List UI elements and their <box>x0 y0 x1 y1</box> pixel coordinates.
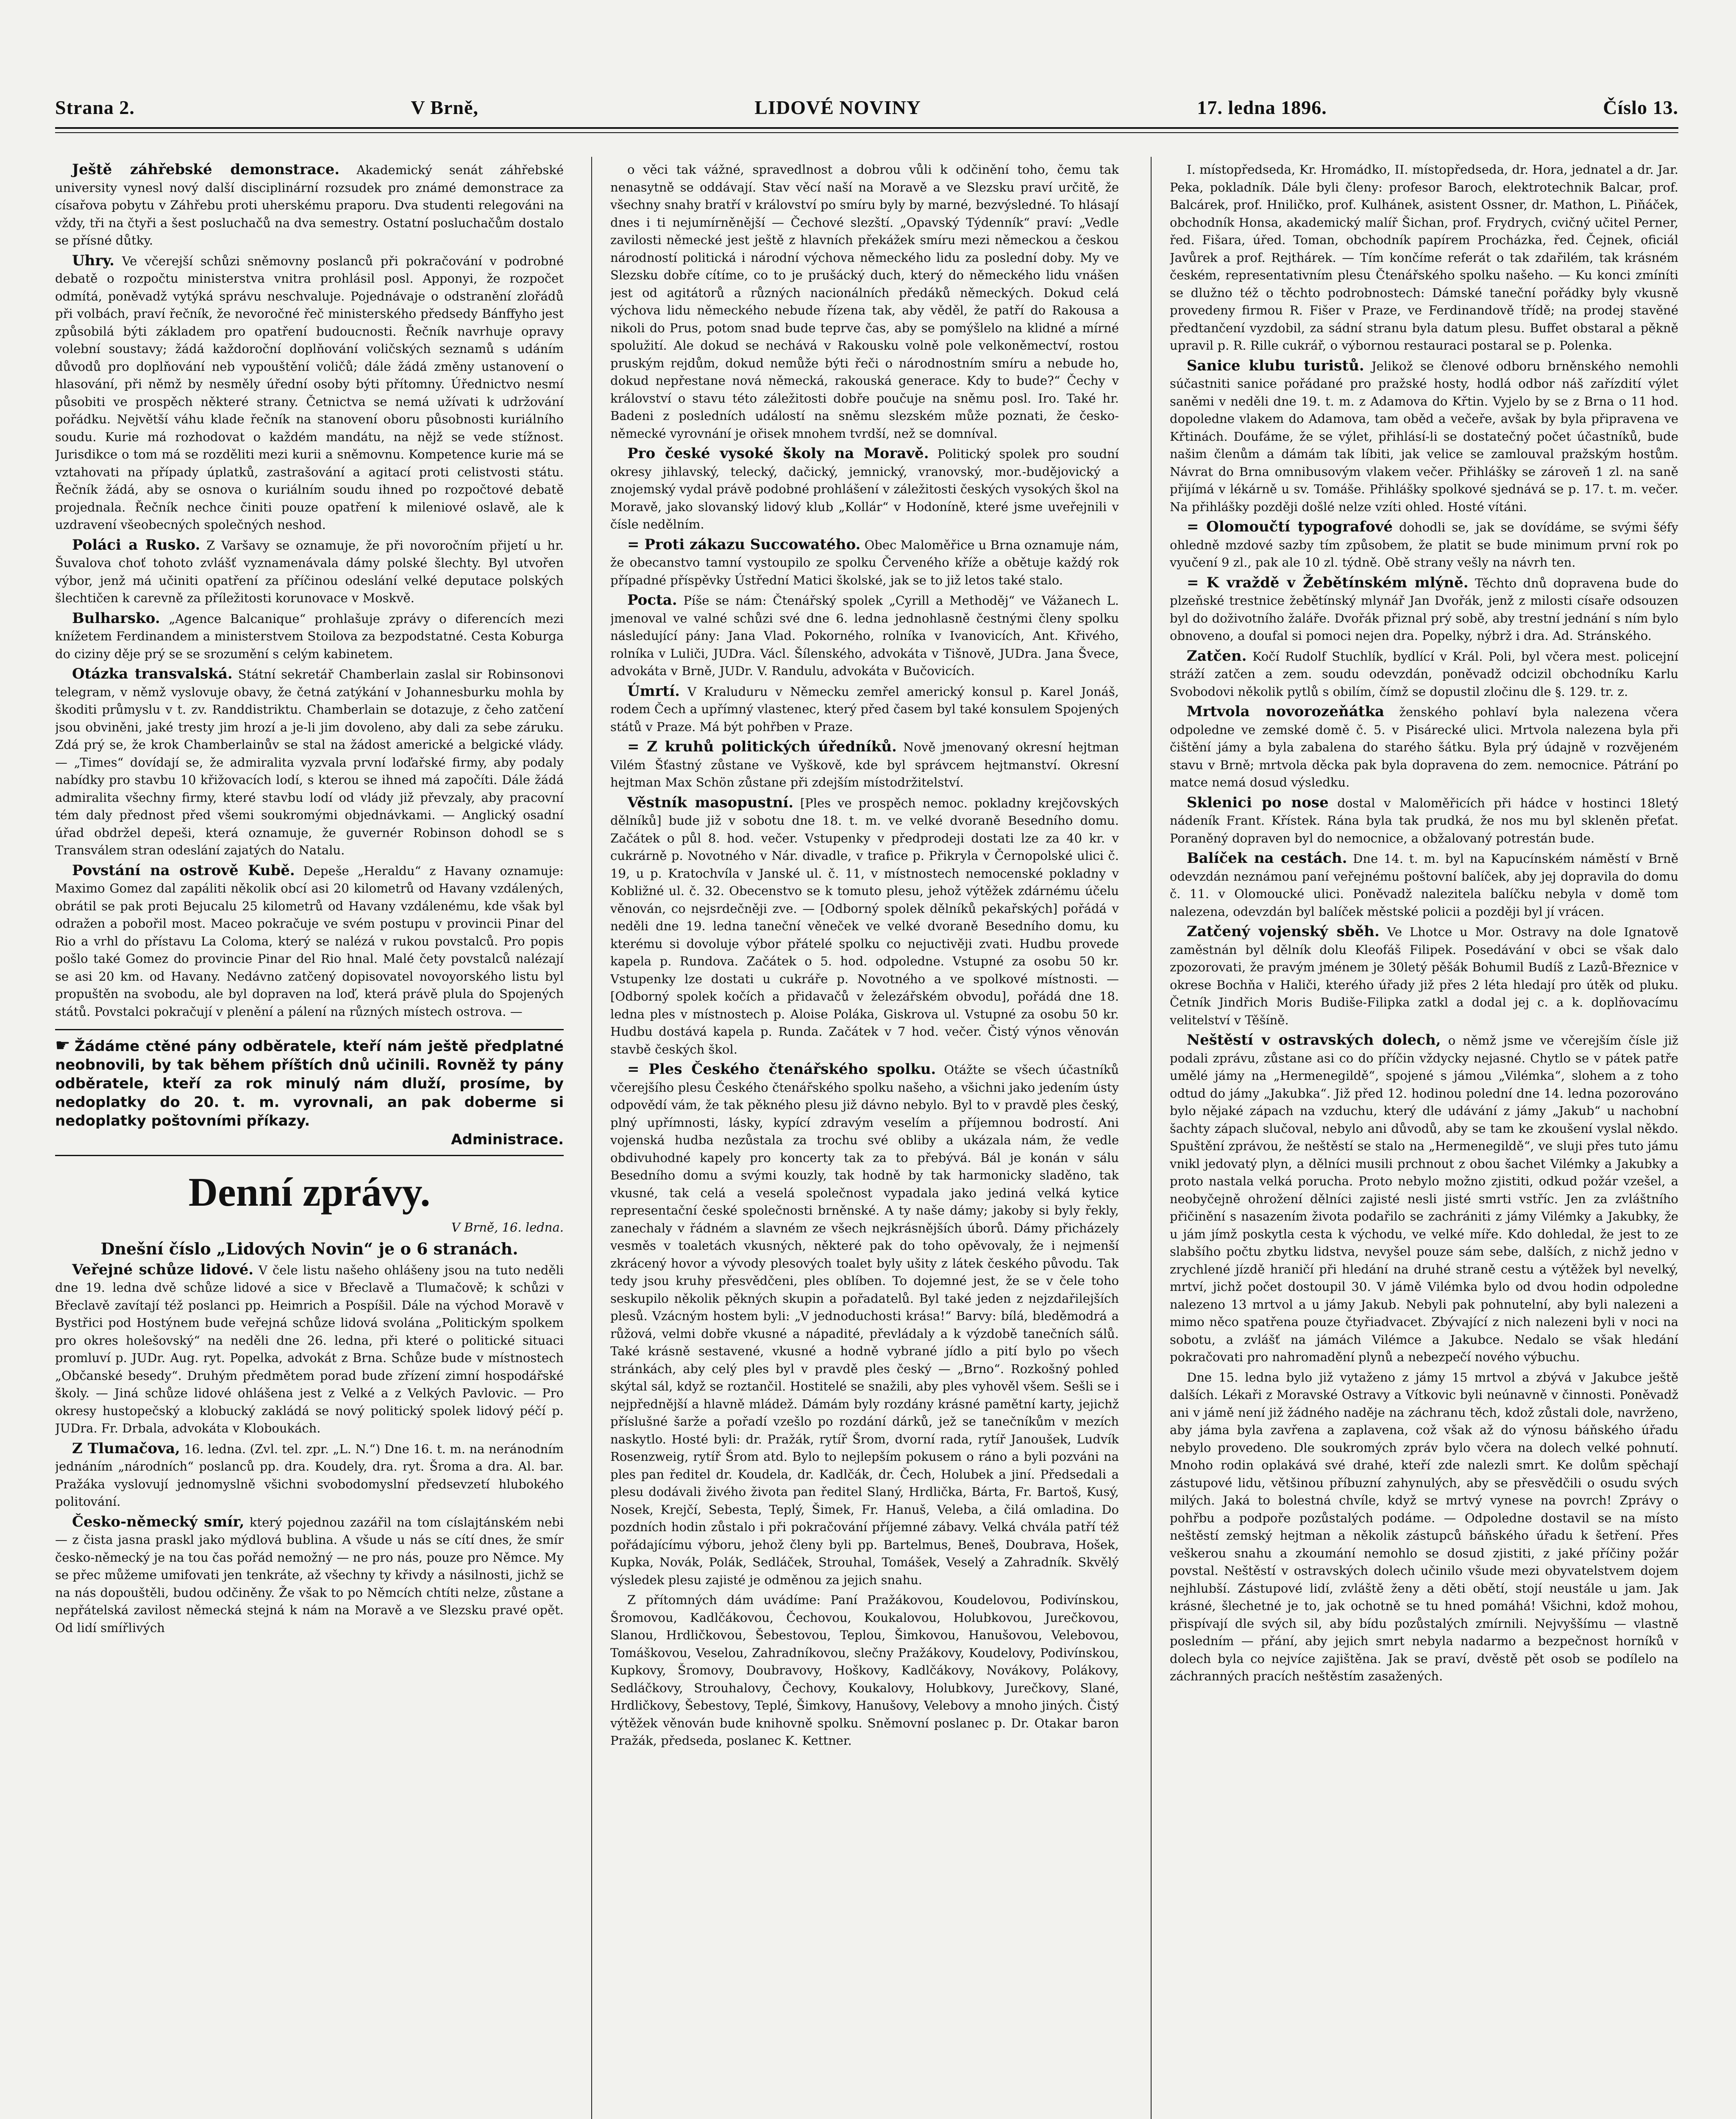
article-heading: Z Tlumačova, <box>72 1440 180 1457</box>
article <box>610 1061 1119 1589</box>
article-body: Píše se nám: Čtenářský spolek „Cyrill a Methoděj“ ve Vážanech L. jmenoval ve valné schůzi své dne 6. ledna jednohlasně čestnými členy spolku následující pány: Jana Vlad. Pokorného, rolníka v Ivanovicích, Ant. Křivého, rolníka v Luliči, JUDra. Václ. Šílenského, advokáta v Tišnově, JUDra. Jana Švece, advokáta v Brně, JUDr. V. Randulu, advokáta v Bučovicích. <box>610 593 1119 678</box>
article <box>55 252 564 534</box>
article <box>55 161 564 250</box>
place-of-publication: V Brně, <box>411 97 479 118</box>
article-body: dohodli se, jak se dovídáme, se svými šéfy ohledně mzdové sazby tím způsobem, že platit se bude minimum první rok po vyučení 9 zl., pak ale 10 zl. týdně. Obě strany vešly na návrh ten. <box>1170 520 1678 570</box>
article-heading: Zatčen. <box>1187 647 1247 665</box>
column-1 <box>55 161 564 2119</box>
article-body: Ve včerejší schůzi sněmovny poslanců při pokračování v podrobné debatě o rozpočtu ministerstva vnitra prohlásil posl. Apponyi, že rozpočet odmítá, poněvadž vytýká správu neschvaluje. Pojednávaje o odstranění zlořádů při volbách, praví řečník, že nevoročné řeč ministerského předsedy Bánffyho jest způsobilá býti základem pro opatření budoucnosti. Řečník navrhuje opravy volební soustavy; žádá každoroční doplňování voličských seznamů s udáním důvodů pro doplňování neb vypouštění voličů; dále žádá změny ustanovení o hlasování, při němž by nesměly úřední osoby býti přítomny. Úřednictvo nesmí působiti ve prospěch některé strany. Četnictva se nemá užívati k udržování pořádku. Největší váhu klade řečník na stanovení oboru působnosti kuriálního soudu. Kurie má rozhodovat o každém mandátu, na nějž se vede stížnost. Jurisdikce o tom má se rozděliti mezi kurii a sněmovnu. Kompetence kurie má se vztahovati na případy úplatků, zastrašování a agitací proti celistvosti státu. Řečník žádá, aby se osnova o kuriálním soudu ihned po rozpočtové debatě projednala. Řečník nechce činiti pouze opatření k mileniové oslavě, ale k uzdravení všeobecných společných neshod. <box>55 253 564 532</box>
article-body: „Agence Balcanique“ prohlašuje zprávy o diferencích mezi knížetem Ferdinandem a ministerstvem Stoilova za bezpodstatné. Cesta Koburga do ciziny děje prý se se srozumění s celým kabinetem. <box>55 611 564 661</box>
header-rule-thin <box>55 132 1678 133</box>
article-heading: Pocta. <box>627 592 677 609</box>
article-body: o němž jsme ve včerejším čísle již podali zprávu, zůstane asi co do příčin vždycky nejasné. Chytlo se v pátek patře umělé jámy na „Hermenegildě“, spojené s jámou „Vilémka“, slohem a z toho odtud do jámy „Jakubka“. Již před 12. hodinou polední dne 14. ledna pozorováno bylo nějaké zápach na vzduchu, který dle udávání z jámy „Jakub“ u nachobní šachty zápach slučoval, nebylo ani důvodů, aby se tam ke zkoušení vyslal někdo. Spuštění zprávou, že neštěstí se stalo na „Hermenegildě“, ve sluji přes tuto jámu vnikl jedovatý plyn, a dělníci musili prchnout z obou šachet Vilémky a Jakubky a proto nastala velká porucha. Proto nebylo možno zjistiti, odkud požár vzešel, a neobyčejně ohrožení dělníci zajisté nesli jisté smrti vstříc. Jen za zvláštního přičinění s nasazením života podařilo se zachrániti z jámy Vilémky a Jakubky, že u jám jímž poskytla cesta k východu, ve velké míře. Kdo dohledal, že jest to ze slabšího počtu zbytku lidstva, nevyšel pouze sám sebe, dalších, z nichž jedno v zrychlené jízdě hraničí při hledání na druhé straně cestu a výtěžek byl nevelký, mrtví, jichž počet dostoupil 30. V jámě Vilémka bylo od dvou hodin odpoledne nalezeno 13 mrtvol a u jámy Jakub. Nebyli pak pohnutelní, aby byli nalezeni a mimo něco spatřena pouze čtyřiadvacet. Zbývající z nich nalezeni byli v noci na sobotu, a zvlášť na jámách Vilémce a Jakubce. Nedalo se však hledání pokračovati pro nahromadění plynů a nebezpečí nového výbuchu. <box>1170 1033 1678 1364</box>
article-body: I. místopředseda, Kr. Hromádko, II. místopředseda, dr. Hora, jednatel a dr. Jar. Peka, pokladník. Dále byli členy: profesor Baroch, elektrotechnik Balcar, prof. Balcárek, prof. Hniličko, prof. Kulhánek, asistent Ossner, dr. Mathon, L. Piňáček, obchodník Honsa, akademický malíř Šichan, prof. Frydrych, cvičný učitel Perner, řed. Fišara, úřed. Toman, obchodník papírem Procházka, řed. Čejnek, oficiál Javůrek a prof. Rejthárek. — Tím končíme referát o tak zdařilém, tak krásném českém, representativním plesu Čtenářského spolku našeho. — Ku konci zmíníti se dlužno též o těchto podrobnostech: Dámské taneční pořádky byly vkusně provedeny firmou R. Fišer v Praze, ve Ferdinandově třídě; na prodej stavěné předtančení vyzdobil, za sádní stranu byla datum plesu. Buffet obstaral a pěkně upravil p. R. Rille cukrář, o výbornou restauraci postaral se p. Polenka. <box>1170 162 1678 353</box>
article-body: Depeše „Heraldu“ z Havany oznamuje: Maximo Gomez dal zapáliti několik obcí asi 20 kilometrů od Havany vzdálených, obrátil se pak proti Bejucalu 25 kilometrů od Havany vzdálenému, kde však byl odražen a pobořil most. Maceo pokračuje ve svém postupu v provincii Pinar del Rio a vrhl do přístavu La Coloma, který se nalézá v rukou povstalců. Pro popis pošlo také Gomez do provincie Pinar del Rio hnal. Malé čety povstalců nalézají se asi 20 km. od Havany. Nedávno zatčený dopisovatel novoyorského listu byl propuštěn na svobodu, ale byl dopraven na loď, která právě plula do Spojených států. Povstalci pokračují v plenění a pálení na různých místech ostrova. — <box>55 863 564 1019</box>
article <box>1170 1032 1678 1366</box>
article-heading: Otázka transvalská. <box>72 665 233 682</box>
article-body: Otážte se všech účastníků včerejšího plesu Českého čtenářského spolku našeho, a všichni jako jedením ústy odpovědí vám, že tak pěkného plesu již dávno nebylo. Byl to v pravdě ples český, plný upřímnosti, lásky, kypící zdravým veselím a příjemnou bodrostí. Ani vojenská hudba nezůstala za trochu své obliby a ukázala nám, že vedle obdivuhodné kapely pro koncerty tak za to přebývá. Bál je konán v sálu Besedního domu a svými kouzly, tak hodně by tak harmonicky sladěno, tak vkusné, tak celá a veselá společnost vypadala jako jediná velká kytice representační české společnosti brněnské. A ty naše dámy; jakoby si byly řekly, zanechaly v řádném a slavném ze všech nejkrásnějších úborů. Dámy přicházely vesměs v toaletách vkusných, některé pak do toho opěvovaly, že i nejmenší zkrácený hovor a vývody plesových toalet byly ušity z látek českého původu. Tak tedy jsou kruhy přesvědčeni, ples oblíben. To dojemné jest, že se v čele toho seskupilo několik pěkných skupin a pořadatelů. Byl také jeden z nejzdařilejších plesů. Vzácným hostem byli: „V jednoduchosti krása!“ Barvy: bílá, bleděmodrá a růžová, velmi dobře vkusné a nápadité, převládaly a k výzdobě tanečních sálů. Také krásně sestavené, vkusné a hodně vybrané jídlo a pití bylo po všech stránkách, aby celý ples byl v pravdě ples český — „Brno“. Rozkošný pohled skýtal sál, když se roztančil. Hostitelé se snažili, aby ples vyhověl všem. Sešli se i nejpřednější a hlavně mládež. Dámám byly rozdány krásné pamětní karty, jejichž příslušné šarže a pořadí vzešlo po rozdání dárků, jež se tanečníkům v mezích naskytlo. Hosté byli: dr. Pražák, rytíř Šrom, dvorní rada, rytíř Janoušek, Ludvík Rosenzweig, rytíř Šrom atd. Bylo to nejlepším pokusem o ráno a byli pozváni na ples pan ředitel dr. Koudela, dr. Kadlčák, dr. Čech, Holubek a jiní. Předsedali a plesu dodávali živého života pan ředitel Slaný, Hrdlička, Bárta, Fr. Bartoš, Kusý, Nosek, Krejčí, Sebesta, Teplý, Šimek, Fr. Hanuš, Veleba, a čilá omladina. Do pozdních hodin zůstalo i při pokračování příjemné zábavy. Velká chvála patří též pořádajícímu výboru, jehož členy byli pp. Bartelmus, Beneš, Doubrava, Hošek, Kupka, Novák, Polák, Sedláček, Strouhal, Tomášek, Veselý a Zahradník. Skvělý výsledek plesu zajisté je odměnou za jejich snahu. <box>610 1062 1119 1587</box>
article-heading: = Olomoučtí typografové <box>1187 518 1393 535</box>
article-body: Z přítomných dám uvádíme: Paní Pražákovou, Koudelovou, Podivínskou, Šromovou, Kadlčákovou, Čechovou, Koukalovou, Holubkovou, Jurečkovou, Slanou, Hrdličkovou, Šebestovou, Teplou, Šimkovou, Hanušovou, Velebovou, Tomáškovou, Veselou, Zahradníkovou, slečny Pražákovy, Koudelovy, Podivínskou, Kupkovy, Šromovy, Doubravovy, Hoškovy, Kadlčákovy, Novákovy, Polákovy, Sedláčkovy, Strouhalovy, Čechovy, Koukalovy, Holubkovy, Jurečkovy, Slané, Hrdličkovy, Šebestovy, Teplé, Šimkovy, Hanušovy, Velebovy a mnoho jiných. Čistý výtěžek věnován bude knihovně spolku. Sněmovní poslanec p. Dr. Otakar baron Pražák, předseda, poslanec K. Kettner. <box>610 1593 1119 1748</box>
issue-date: 17. ledna 1896. <box>1197 97 1327 118</box>
article-body: Obec Maloměřice u Brna oznamuje nám, že obecanstvo tamní vystoupilo ze spolku Červeného kříže a obětuje každý rok případné příspěvky Ústřední Matici školské, jak se to již letos také stalo. <box>610 537 1119 587</box>
article-heading: Ještě záhřebské demonstrace. <box>72 161 340 178</box>
newspaper-title: LIDOVÉ NOVINY <box>754 97 921 118</box>
column-3 <box>1170 161 1678 2119</box>
article-body: V Kraluduru v Německu zemřel americký konsul p. Karel Jonáš, rodem Čech a upřímný vlastenec, který před časem byl také konsulem Spojených států v Praze. Má být pohřben v Praze. <box>610 684 1119 734</box>
article <box>610 794 1119 1059</box>
column-2 <box>610 161 1119 2119</box>
article-heading: Uhry. <box>72 252 114 269</box>
article <box>1170 518 1678 572</box>
article-body: Kočí Rudolf Stuchlík, bydlící v Král. Poli, byl včera mest. policejní stráží zatčen a zem. soudu odevzdán, poněvadž odcizil obchodníku Karlu Svobodovi několik pytlů s obilím, čímž se dopustil zločinu dle §. 129. tr. z. <box>1170 649 1678 699</box>
article <box>1170 161 1678 355</box>
article-heading: Česko-německý smír, <box>72 1513 245 1530</box>
article <box>610 683 1119 736</box>
article-body: Akademický senát záhřebské university vynesl nový další disciplinární rozsudek pro známé demonstrace za císařova pobytu v Záhřebu proti uherskému praporu. Dva studenti relegováni na vždy, tři na čtyři a šest posluchačů na dva semestry. Ostatní posluchačům dostalo se přísné důtky. <box>55 163 564 247</box>
article-body: Dne 14. t. m. byl na Kapucínském náměstí v Brně odevzdán neznámou paní veřejnému poštovní balíček, aby jej dopravila do domu č. 11. v Olomoucké ulici. Poněvadž nalezitela balíčku nebyla v domě tom nalezena, odevzdán byl balíček městské policii a později byl jí vrácen. <box>1170 851 1678 919</box>
article <box>1170 794 1678 848</box>
article-heading: = Proti zákazu Succowatého. <box>627 536 861 553</box>
article-heading: Mrtvola novorozeňátka <box>1187 703 1385 720</box>
article <box>55 1440 564 1511</box>
article-heading: = Ples Českého čtenářského spolku. <box>627 1061 936 1078</box>
lead-notice: Dnešní číslo „Lidových Novin“ je o 6 stranách. <box>100 1239 518 1258</box>
article <box>1170 574 1678 645</box>
notice-signature: Administrace. <box>451 1131 564 1148</box>
article <box>55 862 564 1021</box>
article-body: [Ples ve prospěch nemoc. pokladny krejčovských dělníků] bude již v sobotu dne 18. t. m. ve velké dvoraně Besedního domu. Začátek o půl 8. hod. večer. Vstupenky v předprodeji dostati lze za 40 kr. v cukrárně p. Novotného v Nár. divadle, v trafice p. Přikryla v Černopolské ulici č. 19, u p. Kratochvíla v Janské ul. č. 11, v místnostech nemocenské pokladny v Kobližné ul. č. 32. Obecenstvo se k tomuto plesu, jehož výtěžek zdárnému účelu věnován, co nejsrdečněji zve. — [Odborný spolek dělníků pekařských] pořádá v neděli dne 19. ledna taneční věneček ve velké dvoraně Besedního domu, ku kterému si dovoluje výbor přátelé spolku co nejuctivěji zvati. Hudbu provede kapela p. Rundova. Začátek o 5. hod. odpoledne. Vstupné za osobu 50 kr. Vstupenky lze dostati u cukráře p. Novotného a ve spolkové místnosti. — [Odborný spolek kočích a přidavačů v železářském obvodu], pořádá dne 18. ledna ples v místnostech p. Aloise Poláka, Giskrova ul. Vstupné za osobu 50 kr. Hudbu dostává kapela p. Runda. Začátek v 7 hod. večer. Čistý výnos věnován stavbě českých škol. <box>610 795 1119 1057</box>
column-divider <box>1151 157 1152 2119</box>
article <box>55 1513 564 1637</box>
article <box>610 592 1119 680</box>
article <box>610 161 1119 442</box>
pointing-hand-icon: ☛ <box>55 1036 70 1055</box>
page-number: Strana 2. <box>55 97 135 118</box>
article-body: 16. ledna. (Zvl. tel. zpr. „L. N.“) Dne 16. t. m. na neránodním jednáním „národních“ poslanců pp. dra. Koudely, dra. ryt. Šroma a dra. Al. bar. Pražáka vyslovují jednomyslně všichni svobodomyslní předsevzetí hlubokého politování. <box>55 1441 564 1509</box>
article-heading: Zatčený vojenský sběh. <box>1187 923 1380 940</box>
notice-text: Žádáme ctěné pány odběratele, kteří nám ještě předplatné neobnovili, by tak během příštích dnů učinili. Rovněž ty pány odběratele, kteří za rok minulý nám dluží, prosíme, by nedoplatky do 20. t. m. vyrovnali, an pak doberme si nedoplatky poštovními příkazy. <box>55 1038 564 1129</box>
article-heading: Poláci a Rusko. <box>72 536 200 553</box>
article-body: dostal v Maloměřicích při hádce v hostinci 18letý nádeník Frant. Křístek. Rána byla tak prudká, že nos mu byl skleněn přeťat. Poraněný dopraven byl do nemocnice, a obžalovaný potrestán bude. <box>1170 795 1678 845</box>
article <box>610 536 1119 590</box>
article-body: o věci tak vážné, spravedlnost a dobrou vůli k odčinění toho, čemu tak nenasytně se oddávají. Stav věcí naší na Moravě a ve Slezsku praví určitě, že všechny snahy bratří v království po smíru byly by marné, bezvýsledné. To hlásají dnes i ti nejumírněnější — Čechové slezští. „Opavský Týdenník“ praví: „Vedle zavilosti německé jest ještě z hlavních překážek smíru mezi německou a českou národností politická i národní výchova německého lidu za poslední doby. My ve Slezsku dobře cítíme, co to je prušácký duch, který do německého lidu vnášen jest od agitátorů a různých nacionálních předáků německých. Dokud celá výchova lidu německého nebude řízena tak, aby věděl, že patří do Rakousa a nikoli do Prus, potom snad bude teprve čas, aby se pomýšlelo na klidné a mírné spolužití. Ale dokud se nechává v Rakousku volně pole velkoněmectví, rostou pruským rejdům, dokud nemůže býti řeči o národnostním smíru a nebude ho, dokud nepřestane nová německá, rakouská generace. Kdy to bude?“ Čechy v království o stavu této záležitosti dobře poučuje na sněmu posl. Iro. Také hr. Badeni z posledních událostí na sněmu slezském může poznati, že česko-německé vyrovnání je ořisek mnohem tvrdší, než se domníval. <box>610 162 1119 441</box>
dateline: V Brně, 16. ledna. <box>451 1220 564 1235</box>
article-body: Jelikož se členové odboru brněnského nemohli súčastniti sanice pořádané pro pražské hosty, hodlá odbor náš zařízdití výlet saněmi v neděli dne 19. t. m. z Adamova do Křtin. Vyjelo by se z Brna o 11 hod. dopoledne vlakem do Adamova, tam oběd a večeře, avšak by byla připravena ve Křtinách. Doufáme, že se výlet, přihlásí-li se dostatečný počet účastníků, bude našim členům a dámám tak líbiti, jak velice se zamlouval pražským hostům. Návrat do Brna omnibusovým vlakem večer. Přihlášky se zároveň 1 zl. na saně přijímá v lékárně u sv. Tomáše. Přihlášky spolkové sjednává se p. 17. t. m. večer. Na přihlášky později došlé nelze vzíti ohled. Hosté vítáni. <box>1170 359 1678 514</box>
article-body: Státní sekretář Chamberlain zaslal sir Robinsonovi telegram, v němž vyslovuje obavy, že četná zatýkání v Johannesburku mohla by škoditi průmyslu v t. zv. Randdistriktu. Chamberlain se dotazuje, z čeho zatčení jsou obviněni, jaké tresty jim hrozí a je-li jim dovoleno, aby dali za sebe záruku. Zdá prý se, že krok Chamberlainův se stal na žádost americké a belgické vlády. — „Times“ dovídají se, že admiralita vyzvala první loďařské firmy, aby podaly nabídky pro stavbu 10 křižovacích lodí, s kterou se ihned má započíti. Dále žádá admiralita všechny firmy, které stavbu lodí od vlády již převzaly, aby pracovní tém daly přednost před všemi soukromými objednávkami. — Anglický osadní úřad obdržel depeši, která oznamuje, že guvernér Robinson dohodl se s Transválem stran odeslání zajatých do Natalu. <box>55 667 564 857</box>
issue-number: Číslo 13. <box>1603 97 1678 118</box>
article-heading: = K vraždě v Žebětínském mlýně. <box>1187 574 1469 591</box>
article-heading: Povstání na ostrově Kubě. <box>72 862 295 879</box>
page-header <box>55 89 1678 119</box>
article <box>55 665 564 859</box>
article-heading: Neštěstí v ostravských dolech, <box>1187 1032 1441 1048</box>
article-body: Těchto dnů dopravena bude do plzeňské trestnice žebětínský mlynář Jan Dvořák, jenž z milosti císaře odsouzen byl do doživotního žaláře. Dvořák přiznal prý sobě, aby trestní jednání s ním bylo obnoveno, a doufal si pomoci nejen dra. Popelky, nýbrž i dra. Ad. Stránského. <box>1170 576 1678 643</box>
article <box>55 537 564 607</box>
article-body: Nově jmenovaný okresní hejtman Vilém Šťastný zůstane ve Vyškově, kde byl správcem hejtmanství. Okresní hejtman Max Schön zůstane při zdejším místodržitelství. <box>610 740 1119 790</box>
article <box>1170 850 1678 920</box>
article-body: V čele listu našeho ohlášeny jsou na tuto neděli dne 19. ledna dvě schůze lidové a sice v Břeclavě a Tlumačově; k schůzi v Břeclavě zavítají též poslanci pp. Heimrich a Pospíšil. Dále na východ Moravě v Bystřici pod Hostýnem bude veřejná schůze lidová svolána „Politickým spolkem pro okres holešovský“ na neděli dne 26. ledna, při které o politické situaci promluví p. JUDr. Aug. ryt. Popelka, advokát z Brna. Schůze bude v místnostech „Občanské besedy“. Druhým předmětem porad bude zřízení zimní hospodářské školy. — Jiná schůze lidové ohlášena jest z Velké a z Velkých Pavlovic. — Pro okresy hustopečský a klobucký zakládá se nový politický spolek lidový péčí p. JUDra. Fr. Drbala, advokáta v Kloboukách. <box>55 1263 564 1435</box>
article-heading: Bulharsko. <box>72 609 160 627</box>
column-divider <box>591 157 592 2119</box>
article <box>610 1591 1119 1750</box>
subscription-notice <box>55 1029 564 1156</box>
article-heading: Balíček na cestách. <box>1187 850 1347 867</box>
article-heading: Pro české vysoké školy na Moravě. <box>627 445 929 462</box>
article <box>1170 703 1678 792</box>
article <box>1170 923 1678 1029</box>
article-body: Dne 15. ledna bylo již vytaženo z jámy 15 mrtvol a zbývá v Jakubce ještě dalších. Lékaři z Moravské Ostravy a Vítkovic byli neúnavně v činnosti. Poněvadž ani v jámě není již žádného naděje na záchranu těch, kdož zůstali dole, navrženo, aby jáma byla zavřena a zaplavena, což však až do výnosu báňského úřadu nebylo provedeno. Dle soukromých zpráv bylo včera na dolech velké pohnutí. Mnoho rodin oplakává své drahé, kteří zde nalezli smrt. Ke dolům spěchají zástupové lidu, většinou příbuzní zahynulých, aby se přesvědčili o osudu svých milých. Jaká to bolestná chvíle, když se mrtvý vynese na povrch! Zprávy o pohřbu a podpoře pozůstalých podáme. — Odpoledne dostavil se na místo neštěstí zemský hejtman a několik zástupců báňského úřadu k šetření. Přes veškerou snahu a zkoumání nemohlo se dosud zjistiti, z jaké příčiny požár povstal. Neštěstí v ostravských dolech učinilo všude mezi obyvatelstvem dojem nejhlubší. Zástupové lidí, zvláště ženy a děti obětí, stojí neustále u jam. Jak krásné, šlechetné je to, jak ochotně se tu hned pomáhá! Všichni, kdož mohou, přispívají dle svých sil, aby bídu pozůstalých zmírnili. Nejvyššímu — vlastně posledním — přání, aby jejich smrt nebyla nadarmo a bezpečnost horníků v dolech byla co nejvíce zajištěna. Jak se praví, dvěstě pět osob se podílelo na záchranných pracích neštěstím zasažených. <box>1170 1370 1678 1683</box>
article-body: Z Varšavy se oznamuje, že při novoročním přijetí u hr. Šuvalova choť tohoto zvlášť vyznamenávala dámy polské šlechty. Byl utvořen výbor, jenž má učiniti opatření za příčinou odeslání velké deputace polských šlechtičen k carevně za příležitosti korunovace v Moskvě. <box>55 538 564 605</box>
article-heading: Sanice klubu turistů. <box>1187 357 1364 374</box>
article <box>1170 357 1678 516</box>
section-title: Denní zprávy. <box>188 1169 431 1215</box>
article <box>55 610 564 663</box>
article <box>1170 1369 1678 1685</box>
article-heading: = Z kruhů politických úředníků. <box>627 738 897 755</box>
article <box>610 738 1119 792</box>
article-heading: Sklenici po nose <box>1187 794 1329 811</box>
article-body: ženského pohlaví byla nalezena včera odpoledne ve zemské domě č. 5. v Pisárecké ulici. Mrtvola nalezena byla při čištění jámy a byla zabalena do starého šátku. Byla prý údajně v rozvějeném stavu v Brně; mrtvola děcka pak byla dopravena do zem. nemocnice. Pátrání po matce nemá dosud výsledku. <box>1170 705 1678 790</box>
article-heading: Veřejné schůze lidové. <box>72 1261 254 1278</box>
article <box>610 445 1119 534</box>
article-body: Ve Lhotce u Mor. Ostravy na dole Ignatově zaměstnán byl dělník dolu Kleofáš Filipek. Posedávání v obci se však dalo zpozorovati, že pravým jménem je 30letý pěšák Bohumil Budíš z Lazů-Březnice v okrese Bochňa v Haliči, kterého úřady již přes 2 léta hledají pro útěk od pluku. Četník Jindřich Moris Budiše-Filipka zatkl a dodal jej c. a k. doplňovacímu velitelství v Těšíně. <box>1170 925 1678 1027</box>
article-heading: Věstník masopustní. <box>627 794 794 811</box>
article-heading: Úmrtí. <box>627 682 680 700</box>
article-body: Politický spolek pro soudní okresy jihlavský, telecký, dačický, jemnický, vranovský, mor.-budějovický a znojemský vydal právě podobné prohlášení v záležitosti českých vysokých škol na Moravě, jako slovanský lidový klub „Kollár“ v Hodoníně, které jsme uveřejnili v čísle nedělním. <box>610 447 1119 531</box>
article <box>55 1261 564 1438</box>
header-rule <box>55 127 1678 129</box>
article <box>1170 648 1678 701</box>
article-body: který pojednou zazářil na tom císlajtánském nebi — z čista jasna praskl jako mýdlová bublina. A všude u nás se cítí dnes, že smír česko-německý je na tou čas pořád nemožný — ne pro nás, pouze pro Němce. My se přec můžeme umifovati jen tenkráte, až všechny ty křivdy a násilnosti, jichž se na nás dopouštěli, budou odčiněny. Že však to po Němcích chtíti nelze, zůstane a nepřátelská zavilost německá stejná k nám na Moravě a ve Slezsku pravé opět. Od lidí smířlivých <box>55 1515 564 1635</box>
